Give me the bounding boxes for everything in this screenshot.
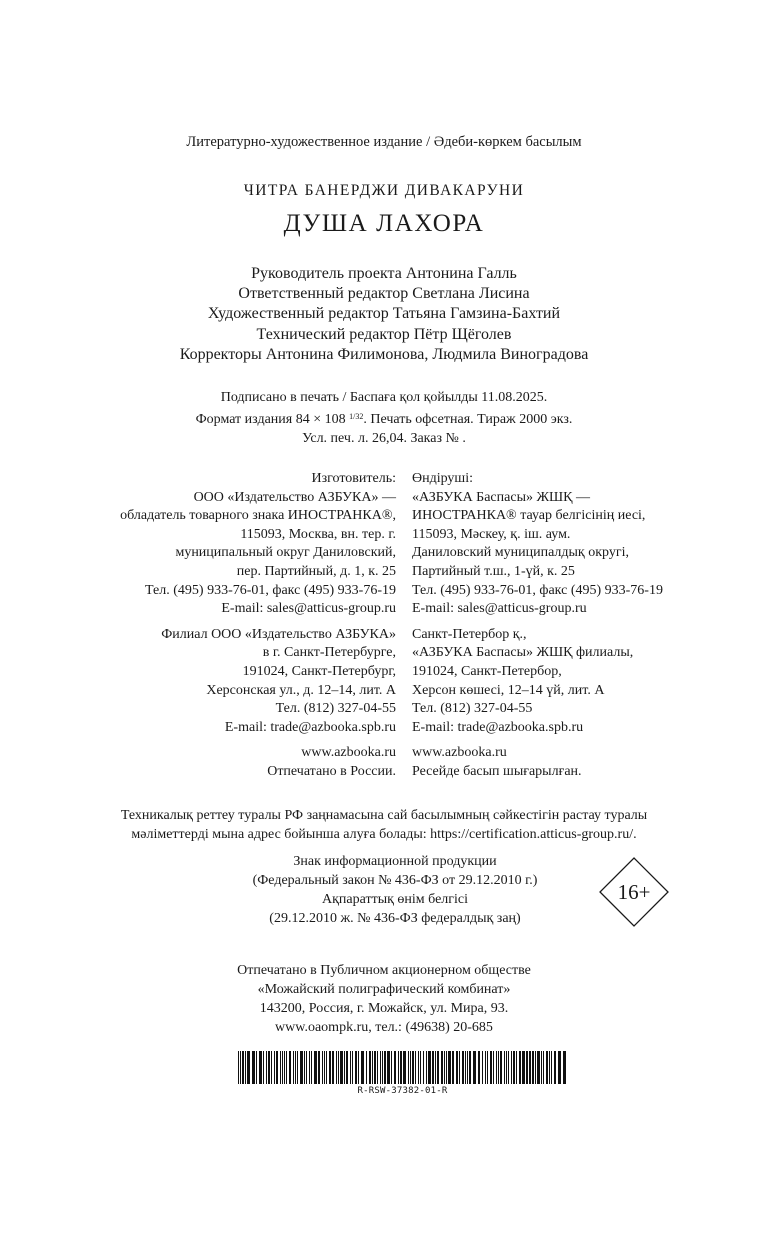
barcode-bar bbox=[391, 1051, 392, 1084]
imprint-line: Партийный т.ш., 1-үй, к. 25 bbox=[412, 563, 575, 579]
barcode-bar bbox=[284, 1051, 285, 1084]
barcode-bar bbox=[271, 1051, 272, 1084]
barcode-bar bbox=[437, 1051, 439, 1084]
barcode-bar bbox=[344, 1051, 345, 1084]
barcode-bar bbox=[563, 1051, 566, 1084]
barcode-bar bbox=[526, 1051, 528, 1084]
barcode-bar bbox=[314, 1051, 317, 1084]
imprint-line: E-mail: trade@azbooka.spb.ru bbox=[224, 719, 396, 735]
printer-line: Отпечатано в Публичном акционерном обществе bbox=[237, 963, 531, 978]
barcode-bar bbox=[300, 1051, 303, 1084]
barcode-bar bbox=[387, 1051, 390, 1084]
barcode-bar bbox=[332, 1051, 334, 1084]
print-info bbox=[0, 388, 768, 448]
barcode-bar bbox=[352, 1051, 353, 1084]
barcode-bar bbox=[256, 1051, 257, 1084]
printer-line: «Можайский полиграфический комбинат» bbox=[257, 982, 511, 997]
barcode-bar bbox=[519, 1051, 521, 1084]
barcode-bar bbox=[473, 1051, 476, 1084]
barcode-bar bbox=[286, 1051, 287, 1084]
barcode-bar bbox=[558, 1051, 561, 1084]
barcode-bar bbox=[318, 1051, 320, 1084]
info-product-sign bbox=[220, 852, 570, 928]
barcode-bar bbox=[259, 1051, 262, 1084]
barcode-bar bbox=[338, 1051, 339, 1084]
info-sign-line: Ақпараттық өнім белгісі bbox=[321, 892, 469, 907]
barcode-bar bbox=[245, 1051, 246, 1084]
barcode-bar bbox=[358, 1051, 359, 1084]
imprint-line: Херсон көшесі, 12–14 үй, лит. А bbox=[412, 682, 605, 698]
staff-list bbox=[0, 264, 768, 365]
barcode-bar bbox=[493, 1051, 494, 1084]
age-rating-badge bbox=[599, 857, 669, 927]
barcode-bar bbox=[490, 1051, 492, 1084]
barcode-bar bbox=[309, 1051, 310, 1084]
barcode-bar bbox=[423, 1051, 424, 1084]
barcode-bar bbox=[297, 1051, 298, 1084]
imprint-line: Ресейде басып шығарылған. bbox=[412, 763, 582, 779]
imprint-line: 115093, Мәскеу, қ. іш. аум. bbox=[412, 526, 571, 542]
staff-line: Художественный редактор Татьяна Гамзина-Бахтий bbox=[207, 305, 561, 323]
printer-line: 143200, Россия, г. Можайск, ул. Мира, 93. bbox=[259, 1001, 509, 1016]
barcode-bar bbox=[546, 1051, 548, 1084]
barcode-bar bbox=[238, 1051, 239, 1084]
imprint-line: муниципальный округ Даниловский, bbox=[175, 545, 396, 561]
barcode-bar bbox=[418, 1051, 419, 1084]
book-title: ДУША ЛАХОРА bbox=[283, 210, 485, 237]
barcode-bar bbox=[410, 1051, 411, 1084]
certification-note bbox=[0, 806, 768, 844]
barcode-bar bbox=[293, 1051, 294, 1084]
info-sign-line: Знак информационной продукции bbox=[293, 854, 497, 869]
barcode-bar bbox=[252, 1051, 255, 1084]
imprint-line: Изготовитель: bbox=[311, 471, 396, 486]
barcode-bar bbox=[329, 1051, 331, 1084]
barcode-bar bbox=[432, 1051, 434, 1084]
imprint-line: Отпечатано в России. bbox=[267, 763, 396, 779]
imprint-line: «АЗБУКА Баспасы» ЖШҚ филиалы, bbox=[412, 645, 634, 661]
barcode-bar bbox=[282, 1051, 283, 1084]
imprint-line: 191024, Санкт-Петербор, bbox=[412, 663, 562, 679]
barcode-bar bbox=[428, 1051, 431, 1084]
barcode-bar bbox=[355, 1051, 357, 1084]
barcode-bar bbox=[380, 1051, 381, 1084]
barcode-bar bbox=[324, 1051, 325, 1084]
barcode-bar bbox=[266, 1051, 267, 1084]
barcode-bar bbox=[478, 1051, 480, 1084]
barcode-bar bbox=[340, 1051, 343, 1084]
barcode-bar bbox=[400, 1051, 402, 1084]
barcode-bar bbox=[326, 1051, 327, 1084]
barcode-bar bbox=[487, 1051, 488, 1084]
barcode-bar bbox=[554, 1051, 556, 1084]
barcode-bar bbox=[276, 1051, 278, 1084]
barcode-bar bbox=[384, 1051, 386, 1084]
imprint-line: Тел. (812) 327-04-55 bbox=[412, 701, 533, 717]
imprint-line: Тел. (812) 327-04-55 bbox=[275, 701, 396, 717]
barcode-bar bbox=[242, 1051, 244, 1084]
barcode-bar bbox=[361, 1051, 364, 1084]
barcode-bar bbox=[372, 1051, 373, 1084]
barcode-bar bbox=[469, 1051, 471, 1084]
imprint-line: 115093, Москва, вн. тер. г. bbox=[240, 526, 396, 542]
barcode-bar bbox=[435, 1051, 436, 1084]
imprint-line: E-mail: sales@atticus-group.ru bbox=[221, 601, 396, 617]
barcode-bar bbox=[513, 1051, 515, 1084]
imprint-line: ИНОСТРАНКА® тауар белгісінің иесі, bbox=[412, 508, 646, 524]
barcode-bar bbox=[444, 1051, 445, 1084]
barcode-bar bbox=[311, 1051, 312, 1084]
author-name: ЧИТРА БАНЕРДЖИ ДИВАКАРУНИ bbox=[243, 182, 525, 199]
certification-line: мәліметтерді мына адрес бойынша алуға болады: https://certification.atticus-group.ru/. bbox=[131, 827, 637, 842]
barcode-bar bbox=[452, 1051, 454, 1084]
barcode-bar bbox=[498, 1051, 499, 1084]
barcode-bar bbox=[448, 1051, 451, 1084]
imprint-line: 191024, Санкт-Петербург, bbox=[242, 663, 396, 679]
staff-line: Корректоры Антонина Филимонова, Людмила Виноградова bbox=[179, 345, 589, 363]
barcode-bar bbox=[508, 1051, 509, 1084]
barcode-bar bbox=[485, 1051, 486, 1084]
imprint-line: Тел. (495) 933-76-01, факс (495) 933-76-19 bbox=[145, 582, 396, 598]
barcode-bar bbox=[543, 1051, 544, 1084]
barcode-bar bbox=[482, 1051, 483, 1084]
barcode-bar bbox=[462, 1051, 464, 1084]
barcode-bar bbox=[336, 1051, 337, 1084]
imprint-line: E-mail: sales@atticus-group.ru bbox=[412, 601, 587, 617]
info-sign-line: (Федеральный закон № 436-ФЗ от 29.12.2010 г.) bbox=[252, 873, 538, 888]
barcode-bar bbox=[382, 1051, 383, 1084]
barcode-bar bbox=[446, 1051, 447, 1084]
barcode-bar bbox=[496, 1051, 497, 1084]
barcode-code: R-RSW-37382-01-R bbox=[357, 1086, 448, 1096]
barcode-bar bbox=[240, 1051, 241, 1084]
barcode-bar bbox=[268, 1051, 270, 1084]
barcode-bar bbox=[346, 1051, 348, 1084]
imprint-line: ООО «Издательство АЗБУКА» — bbox=[193, 489, 396, 505]
barcode-bar bbox=[504, 1051, 505, 1084]
print-format: Формат издания 84 × 108 $^{1/32}$. Печать офсетная. Тираж 2000 экз. bbox=[195, 412, 573, 427]
barcode-bar bbox=[420, 1051, 421, 1084]
certification-line: Техникалық реттеу туралы РФ заңнамасына сай басылымның сәйкестігін растау туралы bbox=[120, 808, 648, 823]
barcode-bar bbox=[369, 1051, 371, 1084]
barcode-bar bbox=[522, 1051, 525, 1084]
barcode-bar bbox=[441, 1051, 443, 1084]
imprint-kazakh-column bbox=[412, 470, 752, 782]
imprint-line: E-mail: trade@azbooka.spb.ru bbox=[412, 719, 584, 735]
imprint-line: обладатель товарного знака ИНОСТРАНКА®, bbox=[120, 508, 396, 524]
barcode-bar bbox=[394, 1051, 396, 1084]
barcode-image bbox=[238, 1051, 567, 1084]
barcode-bar bbox=[377, 1051, 378, 1084]
barcode-bar bbox=[537, 1051, 540, 1084]
barcode-bar bbox=[274, 1051, 275, 1084]
barcode-bar bbox=[426, 1051, 427, 1084]
imprint-line: пер. Партийный, д. 1, к. 25 bbox=[236, 563, 396, 579]
info-sign-line: (29.12.2010 ж. № 436-ФЗ федералдық заң) bbox=[269, 911, 521, 926]
barcode-bar bbox=[415, 1051, 416, 1084]
barcode-bar bbox=[322, 1051, 323, 1084]
imprint-line: Филиал ООО «Издательство АЗБУКА» bbox=[161, 626, 396, 642]
barcode-bar bbox=[500, 1051, 502, 1084]
barcode-bar bbox=[350, 1051, 351, 1084]
barcode-bar bbox=[412, 1051, 414, 1084]
barcode-bar bbox=[366, 1051, 367, 1084]
barcode-bar bbox=[465, 1051, 466, 1084]
barcode-bar bbox=[516, 1051, 517, 1084]
imprint-line: Өндіруші: bbox=[412, 471, 473, 486]
staff-line: Технический редактор Пётр Щёголев bbox=[256, 325, 512, 343]
imprint-line: Санкт-Петербор қ., bbox=[412, 626, 527, 642]
imprint-line: Даниловский муниципалдық округі, bbox=[412, 545, 629, 561]
barcode-bar bbox=[263, 1051, 264, 1084]
barcode-bar bbox=[511, 1051, 512, 1084]
imprint-line: Тел. (495) 933-76-01, факс (495) 933-76-19 bbox=[412, 582, 663, 598]
barcode-bar bbox=[549, 1051, 550, 1084]
barcode-bar bbox=[408, 1051, 409, 1084]
age-rating-text: 16+ bbox=[617, 880, 651, 904]
barcode-bar bbox=[295, 1051, 296, 1084]
imprint-line: Херсонская ул., д. 12–14, лит. А bbox=[206, 682, 396, 698]
barcode-bar bbox=[280, 1051, 281, 1084]
barcode-bar bbox=[551, 1051, 552, 1084]
staff-line: Руководитель проекта Антонина Галль bbox=[251, 265, 517, 282]
print-order: Усл. печ. л. 26,04. Заказ № . bbox=[302, 431, 466, 446]
barcode-bar bbox=[247, 1051, 250, 1084]
staff-line: Ответственный редактор Светлана Лисина bbox=[238, 285, 530, 303]
barcode-bar bbox=[541, 1051, 542, 1084]
barcode-bar bbox=[456, 1051, 458, 1084]
print-signed: Подписано в печать / Баспаға қол қойылды 11.08.2025. bbox=[220, 390, 548, 405]
imprint-line: «АЗБУКА Баспасы» ЖШҚ — bbox=[412, 489, 590, 505]
imprint-line: www.azbooka.ru bbox=[412, 745, 507, 761]
printer-line: www.oaompk.ru, тел.: (49638) 20-685 bbox=[275, 1020, 493, 1035]
barcode-bar bbox=[289, 1051, 291, 1084]
barcode-bar bbox=[304, 1051, 305, 1084]
edition-type: Литературно-художественное издание / Әдеби-көркем басылым bbox=[186, 134, 582, 150]
imprint-russian-column bbox=[0, 470, 396, 782]
imprint-line: www.azbooka.ru bbox=[301, 745, 396, 761]
barcode-bar bbox=[532, 1051, 534, 1084]
barcode-bar bbox=[535, 1051, 536, 1084]
barcode-bar bbox=[403, 1051, 406, 1084]
barcode-bar bbox=[506, 1051, 507, 1084]
barcode-bar bbox=[467, 1051, 468, 1084]
imprint-line: в г. Санкт-Петербурге, bbox=[262, 645, 396, 661]
barcode-bar bbox=[374, 1051, 376, 1084]
barcode-bar bbox=[459, 1051, 460, 1084]
printer-info bbox=[0, 961, 768, 1037]
barcode-bar bbox=[398, 1051, 399, 1084]
barcode-bar bbox=[529, 1051, 531, 1084]
barcode-bar bbox=[306, 1051, 307, 1084]
